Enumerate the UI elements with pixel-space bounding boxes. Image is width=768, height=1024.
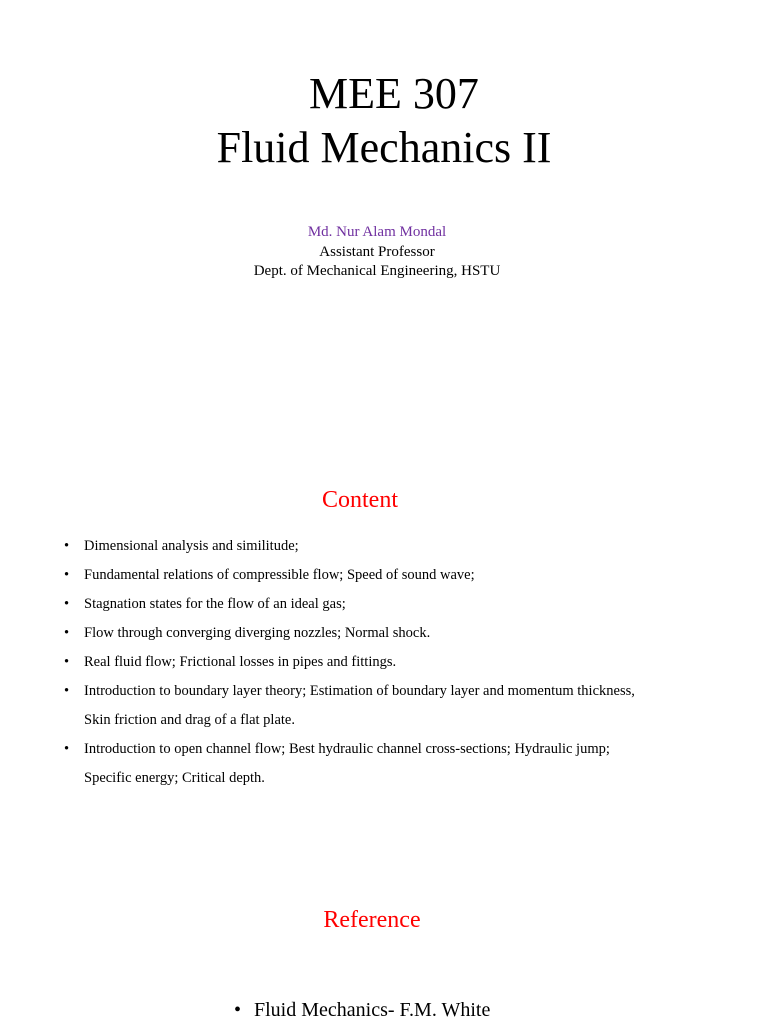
bullet: • [64,596,70,612]
author-position: Assistant Professor [319,244,435,260]
reference-item-text: Fluid Mechanics- F.M. White [254,999,491,1021]
course-code: MEE 307 [309,69,479,118]
bullet: • [64,538,70,554]
reference-heading: Reference [323,907,421,933]
bullet: • [234,999,242,1021]
content-item [60,590,740,619]
content-item-text-continued: Skin friction and drag of a flat plate. [84,712,295,728]
content-item [60,677,740,735]
content-item [60,532,740,561]
bullet: • [64,741,70,757]
author-name: Md. Nur Alam Mondal [307,224,447,240]
content-item-text: Dimensional analysis and similitude; [84,538,299,554]
content-item-text-continued: Specific energy; Critical depth. [84,770,265,786]
content-item [60,648,740,677]
content-item [60,735,740,793]
content-item-text: Real fluid flow; Frictional losses in pipes and fittings. [84,654,397,670]
content-item-text: Introduction to open channel flow; Best hydraulic channel cross-sections; Hydraulic jump; [84,741,610,757]
content-item-text: Flow through converging diverging nozzles; Normal shock. [84,625,431,641]
content-list [60,532,740,793]
bullet: • [64,567,70,583]
content-item-text: Stagnation states for the flow of an ideal gas; [84,596,346,612]
bullet: • [64,625,70,641]
content-item [60,619,740,648]
content-item-text: Introduction to boundary layer theory; Estimation of boundary layer and momentum thickness, [84,683,635,699]
author-department: Dept. of Mechanical Engineering, HSTU [253,263,501,279]
course-name: Fluid Mechanics II [216,123,552,172]
content-heading: Content [322,487,398,513]
reference-list [234,996,490,1024]
bullet: • [64,683,70,699]
content-item-text: Fundamental relations of compressible flow; Speed of sound wave; [84,567,475,583]
bullet: • [64,654,70,670]
reference-item [234,996,490,1024]
content-item [60,561,740,590]
